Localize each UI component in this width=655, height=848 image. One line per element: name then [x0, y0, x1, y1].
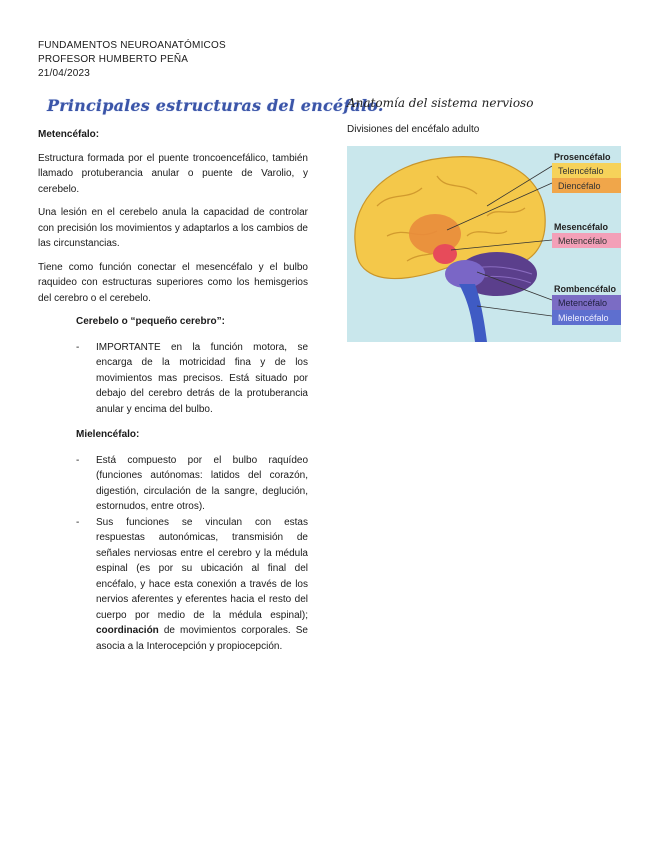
- mielencefalo-heading: Mielencéfalo:: [76, 429, 140, 440]
- document-header: [38, 39, 226, 81]
- list-item: [76, 515, 308, 655]
- label-telencefalo: Telencéfalo: [558, 166, 604, 176]
- mesencefalo-shape: [433, 244, 457, 264]
- brain-diagram-svg: [347, 146, 621, 342]
- item-text: de movimientos corporales. Se asocia a la Interocepción y propiocepción.: [96, 625, 308, 652]
- item-text: Sus funciones se vinculan con estas respuestas autonómicas, transmisión de señales nerviosas entre el cerebro y la médula espinal (es por su ubicación al final del encéfalo, y hace esta conexión a través de los nervios aferentes y eferentes hacia el resto del cuerpo por medio de la médula espinal);: [96, 516, 308, 621]
- brain-diagram: [347, 146, 621, 342]
- section-title: Anatomía del sistema nervioso: [347, 96, 534, 110]
- paragraph-structure: Estructura formada por el puente troncoencefálico, también llamado protuberancia anular o puente de Varolio, y cerebelo.: [38, 152, 308, 195]
- label-mesencefalo: Mesencéfalo: [554, 222, 609, 232]
- paragraph-function: Tiene como función conectar el mesencéfalo y el bulbo raquideo con estructuras superiores como los hemisgerios del cerebro o el cerebelo.: [38, 261, 308, 304]
- page-title: Principales estructuras del encéfalo.: [47, 96, 384, 115]
- pons-shape: [445, 260, 485, 288]
- label-rombencefalo: Rombencéfalo: [554, 284, 617, 294]
- list-item: - Está compuesto por el bulbo raquídeo (funciones autónomas: latidos del corazón, digestión, circulación de la sangre, deglución, estornudos, entre otros).: [76, 453, 308, 515]
- label-metencefalo: Metencéfalo: [558, 236, 608, 246]
- label-diencefalo: Diencéfalo: [558, 181, 601, 191]
- item-bold-text: coordinación: [96, 625, 159, 636]
- label-metencefalo-2: Metencéfalo: [558, 298, 608, 308]
- mielencefalo-list: [76, 453, 308, 655]
- label-prosencefalo: Prosencéfalo: [554, 152, 611, 162]
- document-date: 21/04/2023: [38, 68, 91, 79]
- cerebelo-heading: Cerebelo o “pequeño cerebro”:: [76, 316, 225, 327]
- figure-caption: Divisiones del encéfalo adulto: [347, 124, 480, 135]
- course-name: FUNDAMENTOS NEUROANATÓMICOS: [38, 40, 226, 51]
- metencefalo-heading: Metencéfalo:: [38, 129, 100, 140]
- professor-name: PROFESOR HUMBERTO PEÑA: [38, 54, 189, 65]
- left-column: [38, 127, 308, 664]
- list-item: - IMPORTANTE en la función motora, se encarga de la motricidad fina y de los movimientos mas precisos. Está situado por debajo del cerebro detrás de la protuberancia anular y encima del bulbo.: [76, 340, 308, 418]
- paragraph-lesion: Una lesión en el cerebelo anula la capacidad de controlar con precisión los movimientos y adaptarlos a los cambios de las circunstancias.: [38, 207, 308, 249]
- cerebelo-list: [76, 340, 308, 418]
- label-mielencefalo: Mielencéfalo: [558, 313, 609, 323]
